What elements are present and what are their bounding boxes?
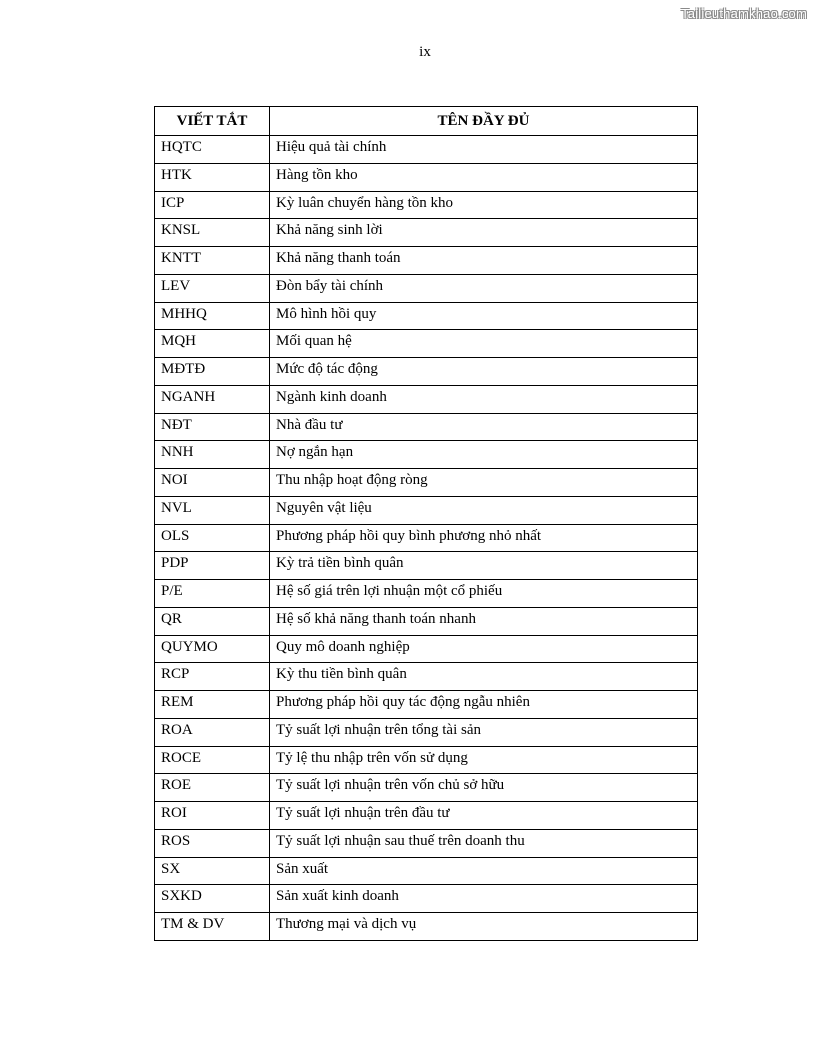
table-row: [155, 552, 698, 580]
table-header-row: [155, 107, 698, 136]
table-row: [155, 496, 698, 524]
full-name-cell: Mối quan hệ: [270, 330, 698, 358]
table-row: [155, 580, 698, 608]
abbreviation-cell: NOI: [155, 469, 270, 497]
full-name-cell: Khả năng thanh toán: [270, 247, 698, 275]
full-name-cell: Thương mại và dịch vụ: [270, 913, 698, 941]
abbreviation-cell: HTK: [155, 163, 270, 191]
table-row: [155, 746, 698, 774]
table-row: [155, 802, 698, 830]
abbreviation-cell: KNTT: [155, 247, 270, 275]
table-row: [155, 469, 698, 497]
full-name-cell: Mức độ tác động: [270, 358, 698, 386]
abbreviation-cell: NĐT: [155, 413, 270, 441]
abbreviation-cell: ROCE: [155, 746, 270, 774]
full-name-cell: Ngành kinh doanh: [270, 385, 698, 413]
table-row: [155, 274, 698, 302]
abbreviation-cell: QR: [155, 607, 270, 635]
full-name-cell: Hệ số khả năng thanh toán nhanh: [270, 607, 698, 635]
abbreviation-cell: OLS: [155, 524, 270, 552]
table-row: [155, 163, 698, 191]
full-name-cell: Hàng tồn kho: [270, 163, 698, 191]
table-row: [155, 857, 698, 885]
table-row: [155, 413, 698, 441]
full-name-cell: Sản xuất: [270, 857, 698, 885]
header-abbreviation: VIẾT TẮT: [155, 107, 270, 136]
abbreviation-cell: TM & DV: [155, 913, 270, 941]
full-name-cell: Phương pháp hồi quy tác động ngẫu nhiên: [270, 691, 698, 719]
abbreviation-cell: P/E: [155, 580, 270, 608]
abbreviation-cell: ICP: [155, 191, 270, 219]
full-name-cell: Nợ ngắn hạn: [270, 441, 698, 469]
table-row: [155, 913, 698, 941]
abbreviation-cell: KNSL: [155, 219, 270, 247]
abbreviation-cell: HQTC: [155, 136, 270, 164]
table-row: [155, 663, 698, 691]
abbreviation-cell: SX: [155, 857, 270, 885]
table-row: [155, 607, 698, 635]
full-name-cell: Sản xuất kinh doanh: [270, 885, 698, 913]
full-name-cell: Thu nhập hoạt động ròng: [270, 469, 698, 497]
header-full-name: TÊN ĐẦY ĐỦ: [270, 107, 698, 136]
table-row: [155, 635, 698, 663]
abbreviation-cell: MHHQ: [155, 302, 270, 330]
table-row: [155, 191, 698, 219]
full-name-cell: Phương pháp hồi quy bình phương nhỏ nhất: [270, 524, 698, 552]
full-name-cell: Khả năng sinh lời: [270, 219, 698, 247]
full-name-cell: Hiệu quả tài chính: [270, 136, 698, 164]
full-name-cell: Quy mô doanh nghiệp: [270, 635, 698, 663]
abbreviation-cell: ROS: [155, 829, 270, 857]
full-name-cell: Kỳ luân chuyển hàng tồn kho: [270, 191, 698, 219]
full-name-cell: Hệ số giá trên lợi nhuận một cổ phiếu: [270, 580, 698, 608]
abbreviation-cell: PDP: [155, 552, 270, 580]
full-name-cell: Tỷ suất lợi nhuận trên tổng tài sản: [270, 718, 698, 746]
table-row: [155, 718, 698, 746]
abbreviation-table: [154, 106, 698, 941]
full-name-cell: Nguyên vật liệu: [270, 496, 698, 524]
abbreviation-cell: REM: [155, 691, 270, 719]
full-name-cell: Tỷ suất lợi nhuận trên vốn chủ sở hữu: [270, 774, 698, 802]
abbreviation-cell: NVL: [155, 496, 270, 524]
full-name-cell: Nhà đầu tư: [270, 413, 698, 441]
table-row: [155, 219, 698, 247]
abbreviation-cell: NNH: [155, 441, 270, 469]
full-name-cell: Mô hình hồi quy: [270, 302, 698, 330]
table-row: [155, 885, 698, 913]
abbreviation-cell: QUYMO: [155, 635, 270, 663]
table-row: [155, 302, 698, 330]
table-row: [155, 385, 698, 413]
table-row: [155, 524, 698, 552]
abbreviation-cell: MQH: [155, 330, 270, 358]
table-row: [155, 829, 698, 857]
abbreviation-cell: RCP: [155, 663, 270, 691]
abbreviation-cell: MĐTĐ: [155, 358, 270, 386]
full-name-cell: Đòn bẩy tài chính: [270, 274, 698, 302]
table-row: [155, 330, 698, 358]
table-row: [155, 691, 698, 719]
table-row: [155, 441, 698, 469]
table-row: [155, 247, 698, 275]
table-row: [155, 774, 698, 802]
abbreviation-cell: ROI: [155, 802, 270, 830]
full-name-cell: Tỷ suất lợi nhuận trên đầu tư: [270, 802, 698, 830]
watermark: Tailieuthamkhao.com: [681, 6, 807, 21]
abbreviation-cell: ROE: [155, 774, 270, 802]
full-name-cell: Kỳ trả tiền bình quân: [270, 552, 698, 580]
full-name-cell: Tỷ lệ thu nhập trên vốn sử dụng: [270, 746, 698, 774]
abbreviation-cell: ROA: [155, 718, 270, 746]
page-number: ix: [419, 44, 431, 60]
full-name-cell: Kỳ thu tiền bình quân: [270, 663, 698, 691]
abbreviation-cell: NGANH: [155, 385, 270, 413]
abbreviation-cell: SXKD: [155, 885, 270, 913]
full-name-cell: Tỷ suất lợi nhuận sau thuế trên doanh thu: [270, 829, 698, 857]
abbreviation-cell: LEV: [155, 274, 270, 302]
table-row: [155, 358, 698, 386]
table-row: [155, 136, 698, 164]
